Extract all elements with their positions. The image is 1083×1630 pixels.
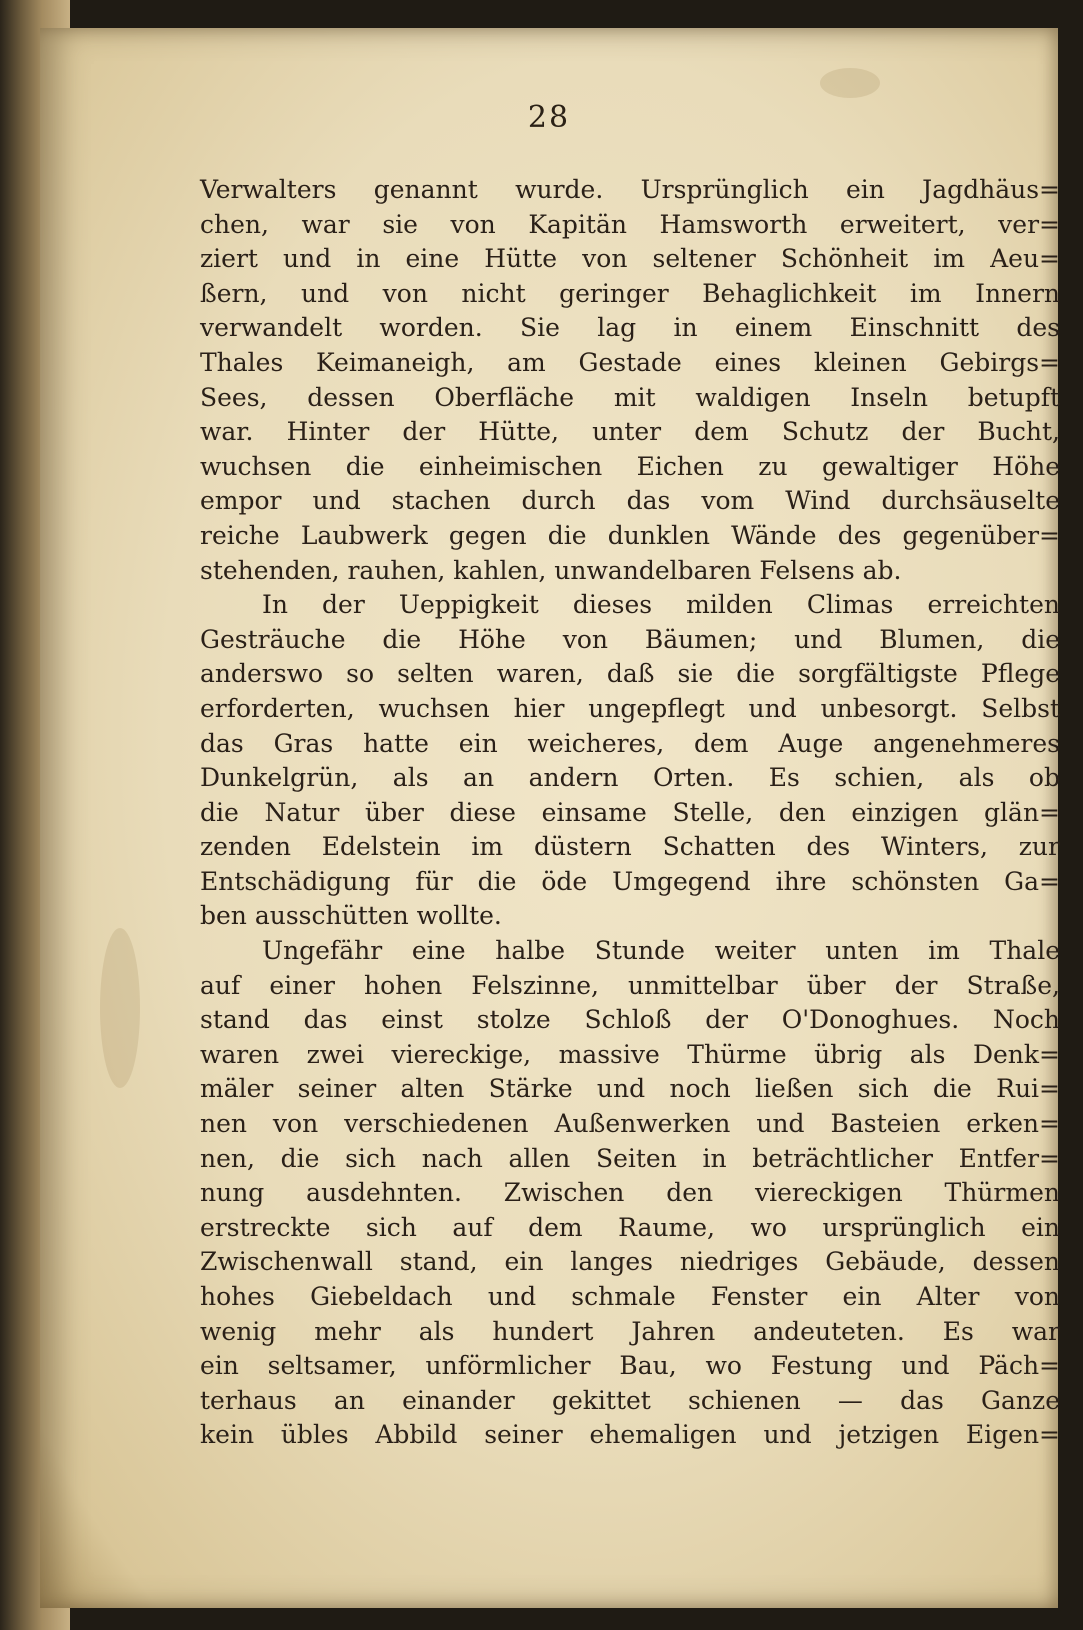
text-line: terhaus an einander gekittet schienen — das Ganze [200, 1385, 1060, 1415]
text-line: Gesträuche die Höhe von Bäumen; und Blumen, die [200, 624, 1060, 654]
text-line: anderswo so selten waren, daß sie die sorgfältigste Pflege [200, 659, 1060, 689]
text-line: Dunkelgrün, als an andern Orten. Es schien, als ob [200, 763, 1060, 793]
text-line: erstreckte sich auf dem Raume, wo ursprünglich ein [200, 1212, 1060, 1242]
text-line: ßern, und von nicht geringer Behaglichkeit im Innern [200, 278, 1060, 308]
text-line: reiche Laubwerk gegen die dunklen Wände des gegenüber= [200, 520, 1060, 550]
text-line: verwandelt worden. Sie lag in einem Einschnitt des [200, 313, 1060, 343]
book-page [40, 28, 1058, 1608]
text-line: nen, die sich nach allen Seiten in beträchtlicher Entfer= [200, 1143, 1060, 1173]
text-line: Zwischenwall stand, ein langes niedriges Gebäude, dessen [200, 1247, 1060, 1277]
text-line: zenden Edelstein im düstern Schatten des Winters, zur [200, 832, 1060, 862]
text-line: Sees, dessen Oberfläche mit waldigen Inseln betupft [200, 382, 1060, 412]
text-line: die Natur über diese einsame Stelle, den einzigen glän= [200, 797, 1060, 827]
text-line: Entschädigung für die öde Umgegend ihre schönsten Ga= [200, 866, 1060, 896]
text-line: stand das einst stolze Schloß der O'Donoghues. Noch [200, 1005, 1060, 1035]
paper-stain [100, 928, 140, 1088]
text-line: stehenden, rauhen, kahlen, unwandelbaren Felsens ab. [200, 555, 902, 585]
text-line: In der Ueppigkeit dieses milden Climas erreichten [262, 590, 1060, 620]
text-line: Thales Keimaneigh, am Gestade eines kleinen Gebirgs= [200, 347, 1060, 377]
text-line: ein seltsamer, unförmlicher Bau, wo Festung und Päch= [200, 1351, 1060, 1381]
text-line: das Gras hatte ein weicheres, dem Auge angenehmeres [200, 728, 1060, 758]
text-line: Verwalters genannt wurde. Ursprünglich ein Jagdhäus= [200, 175, 1060, 204]
page-number: 28 [527, 100, 571, 135]
text-line: Ungefähr eine halbe Stunde weiter unten im Thale [262, 936, 1060, 966]
text-line: waren zwei viereckige, massive Thürme übrig als Denk= [200, 1039, 1060, 1069]
text-line: wuchsen die einheimischen Eichen zu gewaltiger Höhe [200, 451, 1060, 481]
text-line: ben ausschütten wollte. [200, 901, 502, 931]
text-line: erforderten, wuchsen hier ungepflegt und unbesorgt. Selbst [200, 693, 1060, 723]
text-line: empor und stachen durch das vom Wind durchsäuselte [200, 486, 1060, 516]
text-line: nen von verschiedenen Außenwerken und Basteien erken= [200, 1109, 1060, 1139]
text-line: wenig mehr als hundert Jahren andeuteten. Es war [200, 1316, 1060, 1346]
text-line: war. Hinter der Hütte, unter dem Schutz der Bucht, [200, 417, 1060, 447]
paper-stain [820, 68, 880, 98]
text-line: kein übles Abbild seiner ehemaligen und jetzigen Eigen= [200, 1420, 1060, 1450]
text-line: mäler seiner alten Stärke und noch ließen sich die Rui= [200, 1074, 1060, 1104]
text-line: ziert und in eine Hütte von seltener Schönheit im Aeu= [200, 244, 1060, 274]
text-line: auf einer hohen Felszinne, unmittelbar über der Straße, [200, 970, 1060, 1000]
text-line: chen, war sie von Kapitän Hamsworth erweitert, ver= [200, 209, 1060, 239]
body-text [200, 173, 1060, 1453]
text-line: hohes Giebeldach und schmale Fenster ein Alter von [200, 1282, 1060, 1311]
text-line: nung ausdehnten. Zwischen den viereckigen Thürmen [200, 1178, 1060, 1208]
